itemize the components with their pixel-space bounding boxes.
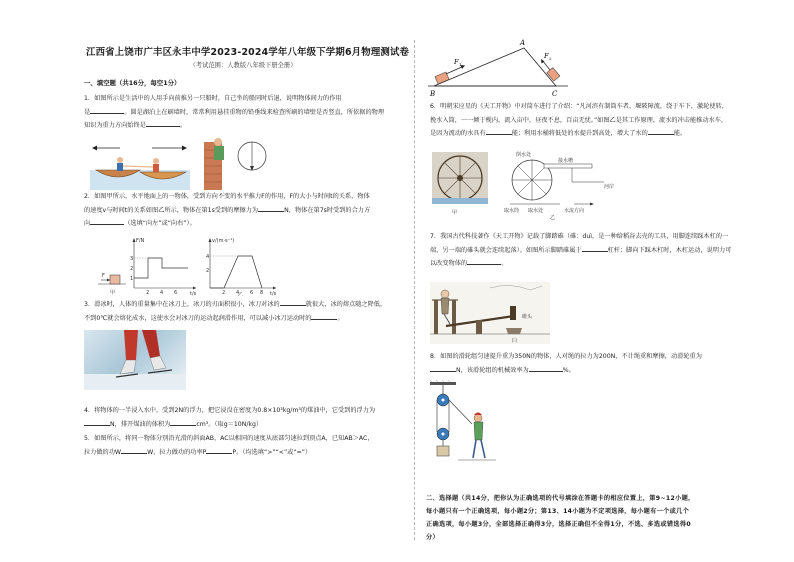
q1-text: 。圆是湖泊上在刷墙时，常常利用悬挂重物的铅垂线来检查所刷的墙壁是否竖直，所依据的物理 <box>124 108 385 116</box>
column-divider <box>414 40 415 540</box>
section2-line4: 分） <box>426 534 439 541</box>
q6-line2: 挽水入筒，一一倾于枧内，流入亩中，昼夜不息，百亩无忧。”如图乙是其工作原理，流水的冲击能推动水车， <box>430 116 728 124</box>
label-flow: 水流方向 <box>564 208 585 214</box>
q8-blank-1[interactable] <box>430 364 456 372</box>
q2-text: 的速度v与时间t的关系如图乙所示，物体在第1s受到的摩擦力为 <box>84 206 259 214</box>
vertex-b: B <box>430 90 436 98</box>
fig-yi-label: 乙 <box>238 292 244 296</box>
vertex-a: A <box>520 39 526 47</box>
force-f1: F <box>454 58 459 66</box>
q5-text: W，拉力做功的功率P <box>147 448 207 456</box>
v-yt: 4 <box>206 254 210 260</box>
question-5 <box>84 432 374 459</box>
f-yt: 2 <box>130 266 134 272</box>
q7-text: 端，另一端的碓头就会连续起落）。如图所示脚踏碓属于 <box>430 246 582 254</box>
label-pour: 倒水处 <box>516 152 532 158</box>
q5-text: 拉力做的功W <box>84 448 122 456</box>
force-f2: F <box>544 52 549 60</box>
q3-text: 。 <box>337 314 344 322</box>
q1-text: 。 <box>179 122 187 129</box>
q5-line2 <box>84 446 374 460</box>
label-pestle: 碓头 <box>522 314 533 320</box>
q2-text: （选填“向左”或“向右”）。 <box>124 220 196 227</box>
q1-text: 知识为重力方向始终是 <box>84 122 146 129</box>
q4-blank-2[interactable] <box>170 418 196 426</box>
pulley-figure <box>428 380 498 476</box>
left-column-lower <box>78 0 408 562</box>
exam-subtitle: （考试范围：人教版八年级下册全册） <box>189 62 297 69</box>
q8-blank-2[interactable] <box>529 364 563 372</box>
q8-text: N，该滑轮组的机械效率为 <box>456 366 529 374</box>
q2-text: N，物体在第7s时受到的合力方 <box>284 206 371 214</box>
q5-line1: 5．如图所示，将同一物体分别沿光滑的斜面AB、AC以相同的速度从底部匀速拉到顶点A，已知AB＞AC， <box>84 435 374 442</box>
t-axis-label: t/s <box>190 291 197 296</box>
v-yt: 2 <box>206 268 210 274</box>
section2-line2: 每小题只有一个正确选项，每小题2分；第13、14小题为不定项选择，每小题有一个或几个 <box>426 508 690 515</box>
q5-blank-2[interactable] <box>206 446 232 454</box>
v-tick: 8 <box>260 290 264 296</box>
right-column-lower <box>424 0 756 562</box>
f-tick: 6 <box>174 290 178 296</box>
question-8 <box>430 350 702 377</box>
q6-text: 能；利用水桶将低处的水提升到高处，增大了水的 <box>511 130 648 137</box>
q8-line1: 8．如图的滑轮组匀速提升重为350N的物体，人对绳的拉力为200N，不计绳重和摩擦，动滑轮重为 <box>430 353 702 360</box>
q1-text: 是 <box>84 108 91 116</box>
f-axis-label: F/N <box>136 238 145 244</box>
fig-jia-label: 甲 <box>110 290 116 296</box>
question-4 <box>84 404 375 431</box>
q7-text: 以改变物体的 <box>430 260 468 267</box>
section2-line1: 二、选择题（共14分，把你认为正确选项的代号填涂在答题卡的相应位置上，第9~12小题， <box>426 495 695 502</box>
q5-blank-1[interactable] <box>121 446 147 454</box>
f-tick: 4 <box>160 290 164 296</box>
section2-line3: 正确选项，每小题3分，全部选择正确得3分，选择正确但不全得1分，不选、多选或错选得0 <box>426 521 691 528</box>
vertex-c: C <box>552 90 558 98</box>
v-tick: 4 <box>236 290 240 296</box>
q5-text: P。（均选填“>”“<”或“=”） <box>232 448 312 456</box>
v-axis-label: v/(m·s⁻¹) <box>212 238 235 244</box>
exam-title: 江西省上饶市广丰区永丰中学2023-2024学年八年级下学期6月物理测试卷 <box>86 47 410 58</box>
q6-text: 能。 <box>673 130 687 137</box>
label-tube: 取水筒 <box>504 208 520 214</box>
force-label: F <box>102 273 105 279</box>
q3-text: 3．滑冰时，人体的重量集中在冰刀上，冰刀的刃面积很小，冰刀对冰的 <box>84 301 280 308</box>
t-axis-label: t/s <box>270 291 277 296</box>
label-trough: 接水槽 <box>558 158 574 164</box>
q6-text: 是因为流动的水具有 <box>430 130 486 137</box>
q6-line1: 6．明朝宋应星的《天工开物》中对筒车进行了介绍：“凡河滨有制筒车者，堰陂障流，绕于车下，激轮使转， <box>430 103 728 110</box>
f-yt: 1 <box>130 276 134 282</box>
v-tick: 6 <box>250 290 254 296</box>
v-tick: 2 <box>222 290 226 296</box>
q4-line2 <box>84 418 375 432</box>
q3-text: 就很大，冰的熔点随之降低， <box>305 301 387 308</box>
q4-blank-1[interactable] <box>84 418 110 426</box>
fig6-jia: 甲 <box>452 210 458 216</box>
q4-text: N，排开煤油的体积为 <box>110 420 171 428</box>
q7-line1: 7．我国古代科技著作《天工开物》记载了脚踏碓（碓：duì，是一种给稻谷去壳的工具，用脚连续踩木杠的一 <box>430 233 729 240</box>
q8-text: %。 <box>562 366 575 374</box>
force-f1-sub: 1 <box>459 62 462 67</box>
label-bank: 河岸 <box>604 184 615 190</box>
label-take: 取水处 <box>528 208 544 214</box>
section-1-heading: 一、填空题（共16分，每空1分） <box>84 79 181 87</box>
q1-line1: 1．如图所示是生活中的人用手向前推另一只船时，自己坐的船同时后退，说明物体间力的作用 <box>84 95 342 102</box>
f-yt: 3 <box>130 256 134 262</box>
q3-text: 不到0℃就会熔化成水，这使水会对冰刀的运动起润滑作用，可以减小冰刀运动时的 <box>84 314 312 322</box>
q2-text: 向 <box>84 220 91 227</box>
fig6-yi: 乙 <box>550 215 556 220</box>
force-f2-sub: 2 <box>549 56 552 61</box>
label-mortar: 臼 <box>512 338 518 344</box>
q7-text: 杠杆；脚向下踩木杠时，木杠运动，说明力可 <box>607 246 732 254</box>
q8-line2 <box>430 364 702 378</box>
q4-text: cm³。（取g＝10N/kg） <box>196 420 263 428</box>
q4-line1: 4．将物体的一半浸入水中，受到2N的浮力，把它浸没在密度为0.8×10³kg/m³的煤油中，它受到的浮力为 <box>84 407 376 414</box>
f-tick: 2 <box>146 290 150 296</box>
q7-text: 。 <box>501 260 508 267</box>
q2-line1: 2．如图甲所示，水平地面上的一物体，受到方向不变的水平推力F的作用，F的大小与时间t的关系，物体 <box>84 193 370 200</box>
section-2-heading <box>426 492 758 544</box>
